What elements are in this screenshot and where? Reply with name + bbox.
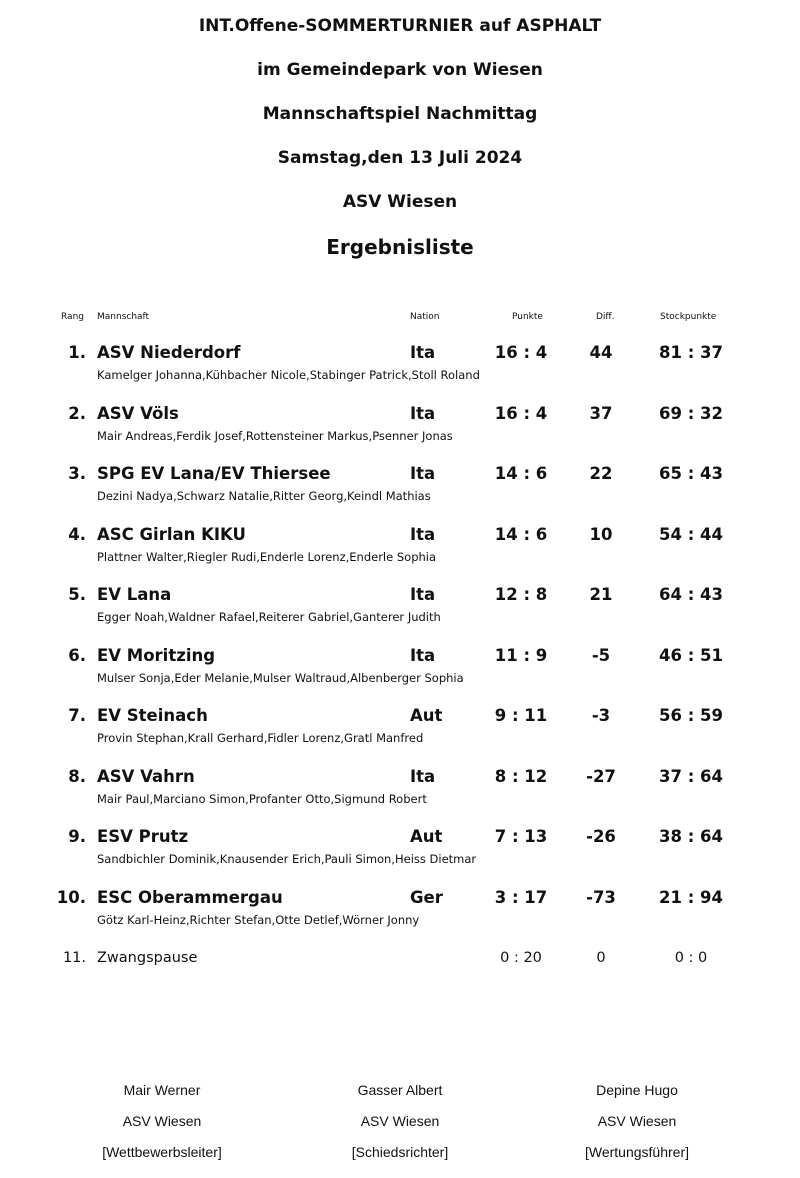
table-header — [0, 312, 800, 328]
diff-cell: 44 — [589, 343, 613, 362]
signature-name: Gasser Albert — [357, 1082, 443, 1098]
team-name: Zwangspause — [97, 950, 198, 966]
table-row — [0, 885, 800, 946]
diff-cell: 21 — [589, 585, 613, 604]
stock-points-cell: 56 : 59 — [658, 706, 723, 725]
table-row — [0, 340, 800, 401]
points-cell: 16 : 4 — [494, 343, 548, 362]
team-members: Kamelger Johanna,Kühbacher Nicole,Stabinger Patrick,Stoll Roland — [97, 368, 480, 382]
stock-points-cell: 37 : 64 — [658, 766, 723, 786]
team-members: Provin Stephan,Krall Gerhard,Fidler Lorenz,Gratl Manfred — [97, 731, 424, 745]
nation-cell: Ita — [410, 585, 436, 604]
table-row-pause — [0, 945, 800, 975]
date-title: Samstag,den 13 Juli 2024 — [277, 148, 523, 168]
table-row — [0, 643, 800, 704]
nation-cell: Ger — [410, 887, 443, 907]
points-cell: 14 : 6 — [494, 464, 548, 483]
team-members: Mair Andreas,Ferdik Josef,Rottensteiner Markus,Psenner Jonas — [97, 428, 453, 443]
signature-competition-leader — [62, 1076, 262, 1169]
table-row — [0, 522, 800, 583]
rank-cell: 2. — [68, 403, 86, 423]
rank-cell: 6. — [68, 645, 86, 665]
signature-role: [Schiedsrichter] — [351, 1144, 449, 1160]
signature-scorekeeper — [537, 1076, 737, 1169]
team-members: Götz Karl-Heinz,Richter Stefan,Otte Detlef,Wörner Jonny — [97, 912, 420, 927]
venue-title: im Gemeindepark von Wiesen — [257, 60, 543, 80]
rank-cell: 10. — [56, 887, 86, 907]
diff-cell: 0 — [596, 950, 606, 966]
signature-name: Depine Hugo — [596, 1082, 678, 1098]
points-cell: 8 : 12 — [494, 766, 548, 786]
team-name: ESC Oberammergau — [97, 887, 283, 907]
rank-cell: 3. — [68, 464, 86, 483]
points-cell: 9 : 11 — [494, 706, 548, 725]
stock-points-cell: 81 : 37 — [658, 343, 723, 362]
stock-points-cell: 64 : 43 — [658, 585, 723, 604]
table-row — [0, 764, 800, 825]
signature-name: Mair Werner — [123, 1082, 201, 1098]
team-name: ASV Vahrn — [97, 766, 195, 786]
rank-cell: 11. — [62, 950, 86, 966]
team-name: EV Lana — [97, 585, 172, 604]
team-line — [0, 885, 800, 909]
team-members: Mair Paul,Marciano Simon,Profanter Otto,Sigmund Robert — [97, 791, 427, 806]
signature-block — [0, 1076, 800, 1176]
stock-points-cell: 38 : 64 — [658, 827, 723, 846]
rank-cell: 8. — [68, 766, 86, 786]
nation-cell: Aut — [410, 706, 443, 725]
diff-cell: -27 — [586, 766, 616, 786]
team-members: Dezini Nadya,Schwarz Natalie,Ritter Georg,Keindl Mathias — [97, 489, 431, 503]
nation-cell: Ita — [410, 403, 436, 423]
team-line — [0, 703, 800, 727]
team-name: SPG EV Lana/EV Thiersee — [97, 464, 331, 483]
results-table — [0, 340, 800, 975]
team-line — [0, 461, 800, 485]
diff-cell: -5 — [591, 645, 611, 665]
signature-club: ASV Wiesen — [360, 1113, 440, 1129]
team-line — [0, 824, 800, 848]
team-name: ESV Prutz — [97, 827, 189, 846]
points-cell: 12 : 8 — [494, 585, 548, 604]
team-name: ASC Girlan KIKU — [97, 524, 246, 544]
stock-points-cell: 69 : 32 — [658, 403, 723, 423]
points-cell: 3 : 17 — [494, 887, 548, 907]
diff-cell: 22 — [589, 464, 613, 483]
rank-cell: 4. — [68, 524, 86, 544]
points-cell: 11 : 9 — [494, 645, 548, 665]
signature-club: ASV Wiesen — [122, 1113, 202, 1129]
points-cell: 0 : 20 — [500, 950, 542, 966]
team-line — [0, 643, 800, 667]
header-points: Punkte — [512, 312, 543, 322]
team-name: ASV Niederdorf — [97, 343, 241, 362]
table-row — [0, 824, 800, 885]
stock-points-cell: 65 : 43 — [658, 464, 723, 483]
nation-cell: Ita — [410, 524, 436, 544]
header-diff: Diff. — [596, 312, 615, 322]
team-name: EV Steinach — [97, 706, 208, 725]
team-members: Mulser Sonja,Eder Melanie,Mulser Waltraud,Albenberger Sophia — [97, 670, 464, 685]
signature-referee — [300, 1076, 500, 1169]
header-rank: Rang — [61, 312, 84, 322]
nation-cell: Ita — [410, 464, 436, 483]
team-members: Plattner Walter,Riegler Rudi,Enderle Lorenz,Enderle Sophia — [97, 549, 437, 564]
header-team: Mannschaft — [97, 312, 150, 322]
team-line — [0, 582, 800, 606]
organizer-title: ASV Wiesen — [342, 192, 458, 212]
stock-points-cell: 0 : 0 — [674, 950, 708, 966]
table-row — [0, 582, 800, 643]
team-line — [0, 401, 800, 425]
nation-cell: Ita — [410, 645, 436, 665]
team-members: Sandbichler Dominik,Knausender Erich,Pauli Simon,Heiss Dietmar — [97, 852, 477, 866]
rank-cell: 5. — [68, 585, 86, 604]
diff-cell: 10 — [589, 524, 613, 544]
diff-cell: -3 — [591, 706, 611, 725]
signature-club: ASV Wiesen — [597, 1113, 677, 1129]
diff-cell: -26 — [586, 827, 616, 846]
stock-points-cell: 21 : 94 — [658, 887, 723, 907]
document-title-block — [0, 10, 800, 274]
rank-cell: 9. — [68, 827, 86, 846]
tournament-title: INT.Offene-SOMMERTURNIER auf ASPHALT — [198, 16, 602, 36]
points-cell: 14 : 6 — [494, 524, 548, 544]
header-nation: Nation — [410, 312, 440, 322]
points-cell: 16 : 4 — [494, 403, 548, 423]
results-title: Ergebnisliste — [326, 235, 474, 259]
nation-cell: Aut — [410, 827, 443, 846]
team-name: ASV Völs — [97, 403, 179, 423]
points-cell: 7 : 13 — [494, 827, 548, 846]
session-title: Mannschaftspiel Nachmittag — [262, 104, 538, 124]
stock-points-cell: 54 : 44 — [658, 524, 723, 544]
table-row — [0, 401, 800, 462]
signature-role: [Wertungsführer] — [584, 1144, 689, 1160]
table-row — [0, 703, 800, 764]
nation-cell: Ita — [410, 766, 436, 786]
rank-cell: 7. — [68, 706, 86, 725]
rank-cell: 1. — [68, 343, 86, 362]
diff-cell: 37 — [589, 403, 613, 423]
team-line — [0, 522, 800, 546]
stock-points-cell: 46 : 51 — [658, 645, 723, 665]
team-line — [0, 945, 800, 969]
nation-cell: Ita — [410, 343, 436, 362]
team-members: Egger Noah,Waldner Rafael,Reiterer Gabriel,Ganterer Judith — [97, 610, 441, 624]
header-stock: Stockpunkte — [660, 312, 717, 322]
signature-role: [Wettbewerbsleiter] — [102, 1144, 222, 1160]
team-line — [0, 764, 800, 788]
team-name: EV Moritzing — [97, 645, 216, 665]
team-line — [0, 340, 800, 364]
table-row — [0, 461, 800, 522]
diff-cell: -73 — [586, 887, 616, 907]
